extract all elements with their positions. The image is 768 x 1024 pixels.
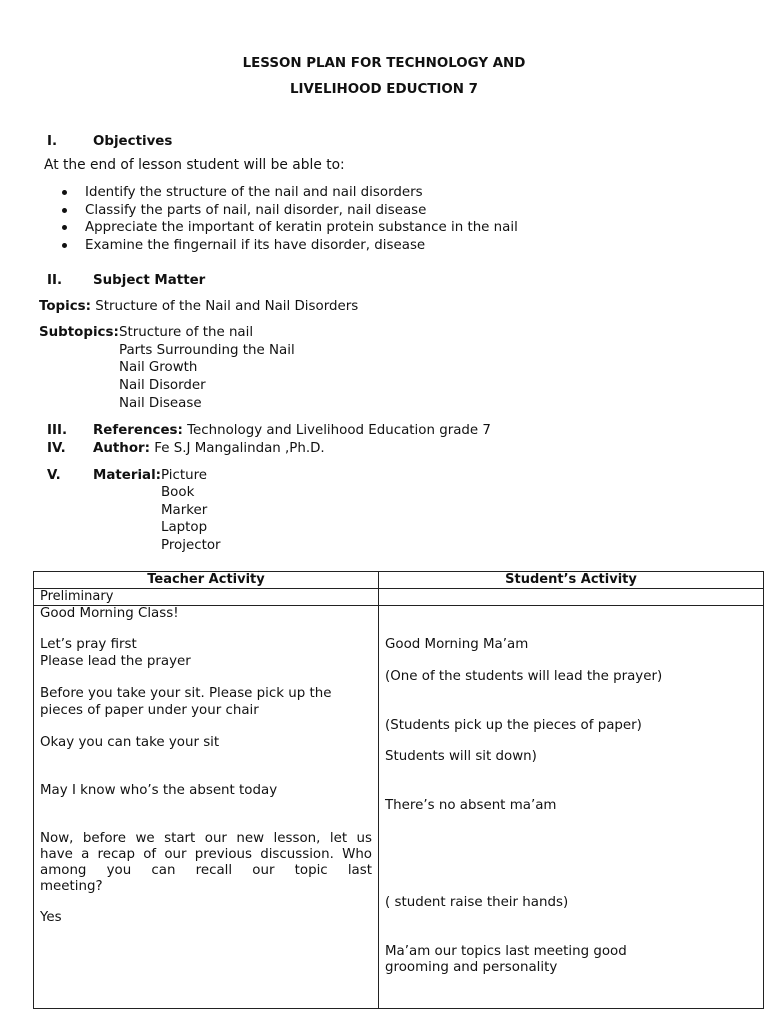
student-line: (Students pick up the pieces of paper) [385,718,642,733]
material-item: Laptop [161,520,208,535]
teacher-line: among you can recall our topic last [40,863,372,878]
document-title-line-1: LESSON PLAN FOR TECHNOLOGY AND [242,56,526,71]
subject-matter-heading: Subject Matter [93,273,206,288]
teacher-line: Please lead the prayer [40,654,191,669]
bullet-icon [62,225,67,230]
student-activity-cell [379,606,764,1009]
subtopic-item: Nail Disorder [119,378,206,393]
objectives-heading: Objectives [93,134,173,149]
preliminary-cell: Preliminary [34,589,379,606]
objective-item: Identify the structure of the nail and nail disorders [85,185,423,200]
student-line: (One of the students will lead the prayer) [385,669,663,684]
bullet-icon [62,190,67,195]
subtopic-item: Nail Growth [119,360,198,375]
objective-item: Examine the fingernail if its have disorder, disease [85,238,426,253]
topics-label: Topics: [39,299,91,314]
material-item: Book [161,485,195,500]
subtopic-item: Parts Surrounding the Nail [119,343,295,358]
teacher-line: Now, before we start our new lesson, let us [40,831,372,846]
author-value: Fe S.J Mangalindan ,Ph.D. [154,441,325,456]
author-numeral: IV. [47,441,66,456]
table-row [34,606,764,1009]
author-label: Author: [93,441,150,456]
table-header-row [34,572,764,589]
topics-value: Structure of the Nail and Nail Disorders [95,299,359,314]
student-line: Ma’am our topics last meeting good [385,944,627,959]
author-line [93,440,325,458]
activity-table [33,571,764,1009]
teacher-activity-cell [34,606,379,1009]
references-label: References: [93,423,183,438]
teacher-line: Good Morning Class! [40,606,179,621]
material-item: Marker [161,503,208,518]
subject-matter-numeral: II. [47,273,63,288]
student-line: There’s no absent ma’am [385,798,557,813]
subtopics-label: Subtopics: [39,325,119,340]
references-value: Technology and Livelihood Education grade 7 [187,423,491,438]
student-activity-header: Student’s Activity [379,572,764,589]
topics-line [39,298,358,316]
objective-item: Appreciate the important of keratin protein substance in the nail [85,220,518,235]
subtopic-item: Structure of the nail [119,325,254,340]
subtopic-item: Nail Disease [119,396,202,411]
student-line: Students will sit down) [385,749,537,764]
objectives-numeral: I. [47,134,58,149]
empty-cell [379,589,764,606]
student-line: Good Morning Ma’am [385,637,529,652]
material-item: Projector [161,538,221,553]
teacher-line: meeting? [40,879,103,894]
teacher-line: Before you take your sit. Please pick up the [40,686,332,701]
material-label: Material: [93,468,162,483]
teacher-line: have a recap of our previous discussion. Who [40,847,372,862]
teacher-line: Let’s pray first [40,637,137,652]
teacher-line: May I know who’s the absent today [40,783,278,798]
teacher-line: pieces of paper under your chair [40,703,259,718]
document-title-line-2: LIVELIHOOD EDUCTION 7 [290,82,478,97]
material-numeral: V. [47,468,61,483]
references-numeral: III. [47,423,68,438]
objectives-intro: At the end of lesson student will be able to: [44,157,345,173]
bullet-icon [62,208,67,213]
objective-item: Classify the parts of nail, nail disorder, nail disease [85,203,427,218]
teacher-line: Okay you can take your sit [40,735,220,750]
bullet-icon [62,243,67,248]
table-row [34,589,764,606]
material-item: Picture [161,468,208,483]
references-line [93,422,491,440]
student-line: ( student raise their hands) [385,895,569,910]
teacher-line: Yes [40,910,62,925]
teacher-activity-header: Teacher Activity [34,572,379,589]
student-line: grooming and personality [385,960,558,975]
